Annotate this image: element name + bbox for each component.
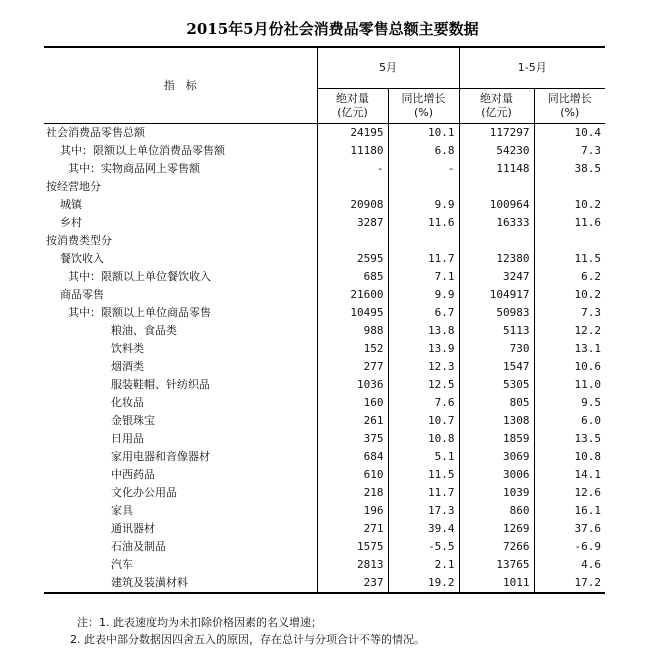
cell-janmay-abs: 7266 <box>459 538 534 556</box>
cell-may-abs: 3287 <box>317 214 388 232</box>
header-period-jan-may: 1-5月 <box>459 47 605 89</box>
footnote-1: 注：1. 此表速度均为未扣除价格因素的名义增速； <box>77 616 322 629</box>
cell-janmay-yoy: 13.1 <box>534 340 605 358</box>
row-label: 其中：限额以上单位消费品零售额 <box>60 144 225 157</box>
cell-may-abs: 196 <box>317 502 388 520</box>
cell-janmay-abs <box>459 178 534 196</box>
page-title: 2015年5月份社会消费品零售总额主要数据 <box>186 20 479 38</box>
row-label: 烟酒类 <box>111 360 144 373</box>
cell-may-abs: 152 <box>317 340 388 358</box>
table-row <box>44 520 605 538</box>
cell-janmay-abs: 54230 <box>459 142 534 160</box>
cell-may-yoy: 9.9 <box>388 286 459 304</box>
cell-may-abs: 20908 <box>317 196 388 214</box>
cell-may-abs: 277 <box>317 358 388 376</box>
cell-may-yoy: 2.1 <box>388 556 459 574</box>
cell-may-yoy: 10.7 <box>388 412 459 430</box>
footnotes <box>70 614 432 648</box>
cell-may-abs: 11180 <box>317 142 388 160</box>
cell-janmay-abs: 117297 <box>459 124 534 143</box>
cell-may-yoy: 7.1 <box>388 268 459 286</box>
cell-janmay-yoy: 14.1 <box>534 466 605 484</box>
table-row <box>44 340 605 358</box>
row-label: 建筑及装潢材料 <box>44 574 317 593</box>
row-label: 文化办公用品 <box>111 486 177 499</box>
row-label: 按经营地分 <box>46 180 101 193</box>
cell-janmay-abs: 1269 <box>459 520 534 538</box>
row-label: 餐饮收入 <box>60 252 104 265</box>
cell-may-yoy: 10.1 <box>388 124 459 143</box>
row-label: 汽车 <box>111 558 133 571</box>
table-row <box>44 376 605 394</box>
cell-may-yoy: 9.9 <box>388 196 459 214</box>
cell-janmay-abs: 1308 <box>459 412 534 430</box>
table-row <box>44 466 605 484</box>
row-label: 中西药品 <box>111 468 155 481</box>
cell-janmay-abs: 860 <box>459 502 534 520</box>
cell-janmay-yoy: 7.3 <box>534 304 605 322</box>
header-abs-may: 绝对量 (亿元) <box>317 89 388 124</box>
cell-janmay-yoy <box>534 232 605 250</box>
row-label: 其中：限额以上单位餐饮收入 <box>68 270 211 283</box>
cell-may-abs: 271 <box>317 520 388 538</box>
cell-may-yoy: 6.8 <box>388 142 459 160</box>
row-label: 其中：限额以上单位商品零售 <box>68 306 211 319</box>
table-row <box>44 196 605 214</box>
cell-may-yoy: 5.1 <box>388 448 459 466</box>
cell-janmay-abs: 50983 <box>459 304 534 322</box>
table-row <box>44 448 605 466</box>
cell-may-yoy: 17.3 <box>388 502 459 520</box>
cell-janmay-abs: 3247 <box>459 268 534 286</box>
row-label: 金银珠宝 <box>111 414 155 427</box>
cell-janmay-abs: 13765 <box>459 556 534 574</box>
cell-janmay-abs: 805 <box>459 394 534 412</box>
header-yoy-janmay: 同比增长 (%) <box>534 89 605 124</box>
cell-janmay-abs: 3006 <box>459 466 534 484</box>
cell-may-yoy: 19.2 <box>388 574 459 593</box>
cell-janmay-abs: 730 <box>459 340 534 358</box>
header-row-top <box>44 47 605 89</box>
table-row <box>44 304 605 322</box>
cell-janmay-yoy: 38.5 <box>534 160 605 178</box>
table-body <box>44 124 605 594</box>
cell-janmay-yoy <box>534 178 605 196</box>
table-row <box>44 160 605 178</box>
cell-janmay-yoy: 13.5 <box>534 430 605 448</box>
table-row <box>44 430 605 448</box>
cell-janmay-yoy: 17.2 <box>534 574 605 593</box>
table-row <box>44 556 605 574</box>
row-label: 家用电器和音像器材 <box>111 450 210 463</box>
header-abs-janmay: 绝对量 (亿元) <box>459 89 534 124</box>
cell-may-yoy: 10.8 <box>388 430 459 448</box>
cell-janmay-yoy: 7.3 <box>534 142 605 160</box>
data-table <box>44 46 605 594</box>
table-row <box>44 394 605 412</box>
table-row <box>44 214 605 232</box>
cell-may-abs: 685 <box>317 268 388 286</box>
cell-may-yoy: 39.4 <box>388 520 459 538</box>
cell-may-abs: 24195 <box>317 124 388 143</box>
row-label: 饮料类 <box>111 342 144 355</box>
cell-janmay-yoy: 12.2 <box>534 322 605 340</box>
cell-may-abs: 2813 <box>317 556 388 574</box>
cell-may-yoy: - <box>388 160 459 178</box>
cell-may-yoy: 13.9 <box>388 340 459 358</box>
cell-janmay-yoy: 6.0 <box>534 412 605 430</box>
cell-may-abs: 988 <box>317 322 388 340</box>
row-label: 按消费类型分 <box>46 234 112 247</box>
cell-may-yoy <box>388 232 459 250</box>
cell-janmay-abs: 11148 <box>459 160 534 178</box>
cell-may-yoy: 6.7 <box>388 304 459 322</box>
table-row <box>44 250 605 268</box>
cell-janmay-abs: 16333 <box>459 214 534 232</box>
table-row <box>44 484 605 502</box>
header-indicator: 指 标 <box>44 47 317 124</box>
cell-may-abs <box>317 178 388 196</box>
row-label: 日用品 <box>111 432 144 445</box>
cell-janmay-abs: 12380 <box>459 250 534 268</box>
cell-janmay-abs: 1859 <box>459 430 534 448</box>
table-row <box>44 142 605 160</box>
cell-may-yoy: 13.8 <box>388 322 459 340</box>
cell-janmay-abs: 1547 <box>459 358 534 376</box>
cell-janmay-yoy: 9.5 <box>534 394 605 412</box>
table-row <box>44 358 605 376</box>
cell-janmay-yoy: 11.6 <box>534 214 605 232</box>
row-label: 通讯器材 <box>111 522 155 535</box>
cell-janmay-abs: 100964 <box>459 196 534 214</box>
table-row <box>44 502 605 520</box>
cell-may-yoy: 11.7 <box>388 484 459 502</box>
table-row <box>44 322 605 340</box>
table-row <box>44 412 605 430</box>
table-row <box>44 538 605 556</box>
cell-may-abs: 160 <box>317 394 388 412</box>
row-label: 粮油、食品类 <box>111 324 177 337</box>
table-row <box>44 124 605 143</box>
table-row <box>44 232 605 250</box>
cell-janmay-yoy: 4.6 <box>534 556 605 574</box>
table-row <box>44 268 605 286</box>
cell-janmay-yoy: 10.8 <box>534 448 605 466</box>
cell-may-yoy: -5.5 <box>388 538 459 556</box>
row-label: 家具 <box>111 504 133 517</box>
cell-may-abs: 1036 <box>317 376 388 394</box>
cell-may-yoy: 11.6 <box>388 214 459 232</box>
cell-may-abs: - <box>317 160 388 178</box>
cell-may-yoy: 12.3 <box>388 358 459 376</box>
table-row <box>44 178 605 196</box>
header-yoy-may: 同比增长 (%) <box>388 89 459 124</box>
table-row <box>44 574 605 593</box>
footnote-2: 2. 此表中部分数据因四舍五入的原因，存在总计与分项合计不等的情况。 <box>70 633 425 646</box>
cell-janmay-abs: 104917 <box>459 286 534 304</box>
cell-may-yoy: 11.5 <box>388 466 459 484</box>
cell-janmay-yoy: 10.4 <box>534 124 605 143</box>
row-label: 其中：实物商品网上零售额 <box>68 162 200 175</box>
cell-may-abs: 610 <box>317 466 388 484</box>
row-label: 服装鞋帽、针纺织品 <box>111 378 210 391</box>
cell-janmay-yoy: 11.5 <box>534 250 605 268</box>
cell-janmay-abs: 1011 <box>459 574 534 593</box>
cell-may-abs: 10495 <box>317 304 388 322</box>
cell-janmay-abs: 5113 <box>459 322 534 340</box>
cell-janmay-abs: 1039 <box>459 484 534 502</box>
row-label: 商品零售 <box>60 288 104 301</box>
cell-may-yoy <box>388 178 459 196</box>
cell-janmay-yoy: 37.6 <box>534 520 605 538</box>
cell-janmay-yoy: 10.6 <box>534 358 605 376</box>
cell-may-abs: 261 <box>317 412 388 430</box>
cell-janmay-yoy: 12.6 <box>534 484 605 502</box>
cell-may-abs: 21600 <box>317 286 388 304</box>
cell-janmay-yoy: 11.0 <box>534 376 605 394</box>
row-label: 乡村 <box>60 216 82 229</box>
cell-may-abs: 237 <box>317 574 388 593</box>
cell-may-abs: 684 <box>317 448 388 466</box>
cell-may-abs: 218 <box>317 484 388 502</box>
cell-janmay-abs: 3069 <box>459 448 534 466</box>
row-label: 石油及制品 <box>111 540 166 553</box>
cell-janmay-abs: 5305 <box>459 376 534 394</box>
cell-may-yoy: 7.6 <box>388 394 459 412</box>
cell-may-abs: 1575 <box>317 538 388 556</box>
cell-janmay-abs <box>459 232 534 250</box>
cell-janmay-yoy: 10.2 <box>534 196 605 214</box>
cell-janmay-yoy: 6.2 <box>534 268 605 286</box>
cell-may-abs: 2595 <box>317 250 388 268</box>
header-period-may: 5月 <box>317 47 459 89</box>
row-label: 社会消费品零售总额 <box>46 126 145 139</box>
row-label: 化妆品 <box>111 396 144 409</box>
cell-may-yoy: 11.7 <box>388 250 459 268</box>
row-label: 城镇 <box>60 198 82 211</box>
table-row <box>44 286 605 304</box>
cell-may-yoy: 12.5 <box>388 376 459 394</box>
cell-may-abs <box>317 232 388 250</box>
cell-janmay-yoy: 16.1 <box>534 502 605 520</box>
cell-janmay-yoy: -6.9 <box>534 538 605 556</box>
cell-may-abs: 375 <box>317 430 388 448</box>
cell-janmay-yoy: 10.2 <box>534 286 605 304</box>
